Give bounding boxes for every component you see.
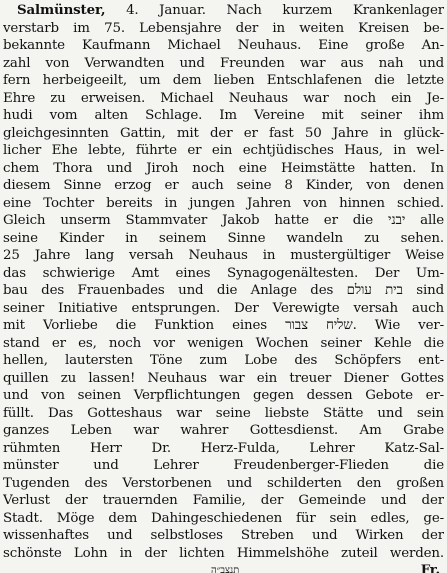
obituary-article bbox=[3, 2, 444, 573]
article-line: seiner Initiative entsprungen. Der Verewigte versah auch bbox=[3, 300, 444, 316]
article-line: zahl von Verwandten und Freunden war aus nah und bbox=[3, 55, 444, 71]
article-line: Stadt. Möge dem Dahingeschiedenen für sein edles, ge- bbox=[3, 510, 444, 526]
dateline: Salmünster, bbox=[17, 2, 106, 18]
article-line: füllt. Das Gotteshaus war seine liebste Stätte und sein bbox=[3, 405, 444, 421]
article-line: das schwierige Amt eines Synagogenältesten. Der Um- bbox=[3, 265, 444, 281]
article-line: quillen zu lassen! Neuhaus war ein treuer Diener Gottes bbox=[3, 370, 444, 386]
article-line: wissenhaftes und selbstloses Streben und Wirken der bbox=[3, 528, 444, 543]
article-line: Gleich unserm Stammvater Jakob hatte er die ‏יבני‎ alle bbox=[3, 213, 444, 228]
article-line: chem Thora und Jiroh noch eine Heimstätte hatten. In bbox=[3, 160, 444, 176]
article-line: hellen, lautersten Töne zum Lobe des Schöpfers ent- bbox=[3, 353, 444, 368]
article-line: hudi vom alten Schlage. Im Vereine mit seiner ihm bbox=[3, 108, 444, 123]
article-line: münster und Lehrer Freudenberger-Flieden die bbox=[3, 458, 444, 473]
article-line: fern herbeigeeilt, um dem lieben Entschlafenen die letzte bbox=[3, 73, 444, 88]
article-line: Ehre zu erweisen. Michael Neuhaus war noch ein Je- bbox=[3, 90, 444, 106]
article-line: eine Tochter bereits in jungen Jahren von hinnen schied. bbox=[3, 195, 444, 211]
article-line: Tugenden des Verstorbenen und schilderten den großen bbox=[3, 475, 444, 491]
author-signature: Fr. bbox=[420, 562, 440, 573]
article-line: mit Vorliebe die Funktion eines ‏שליח צבור‎. Wie ver- bbox=[3, 318, 444, 333]
article-line: stand er es, noch vor wenigen Wochen seiner Kehle die bbox=[3, 335, 444, 351]
hebrew-closing: ‏תנצב״ה‎ bbox=[211, 565, 240, 573]
article-line: licher Ehe lebte, führte er ein echtjüdisches Haus, in wel- bbox=[3, 143, 444, 158]
article-line: ganzes Leben war wahrer Gottesdienst. Am Grabe bbox=[3, 423, 444, 438]
article-line: seine Kinder in seinem Sinne wandeln zu sehen. bbox=[3, 230, 444, 246]
article-line: rühmten Herr Dr. Herz-Fulda, Lehrer Katz-Sal- bbox=[3, 440, 444, 456]
article-line bbox=[3, 2, 444, 20]
article-line: und von seinen Verpflichtungen gegen dessen Gebote er- bbox=[3, 388, 444, 403]
article-line: Verlust der trauernden Familie, der Gemeinde und der bbox=[3, 493, 444, 508]
article-line: bau des Frauenbades und die Anlage des ‏בית עולם‎ sind bbox=[3, 283, 444, 298]
article-line: gleichgesinnten Gattin, mit der er fast 50 Jahre in glück- bbox=[3, 125, 444, 141]
dateline-rest: 4. Januar. Nach kurzem Krankenlager bbox=[126, 3, 444, 18]
article-line: 25 Jahre lang versah Neuhaus in mustergültiger Weise bbox=[3, 248, 444, 263]
closing-line bbox=[3, 562, 444, 573]
article-line: verstarb im 75. Lebensjahre der in weiten Kreisen be- bbox=[3, 20, 444, 36]
article-line: diesem Sinne erzog er auch seine 8 Kinder, von denen bbox=[3, 178, 444, 193]
article-line: schönste Lohn in der lichten Himmelshöhe zuteil werden. bbox=[3, 545, 444, 561]
article-line: bekannte Kaufmann Michael Neuhaus. Eine große An- bbox=[3, 38, 444, 53]
